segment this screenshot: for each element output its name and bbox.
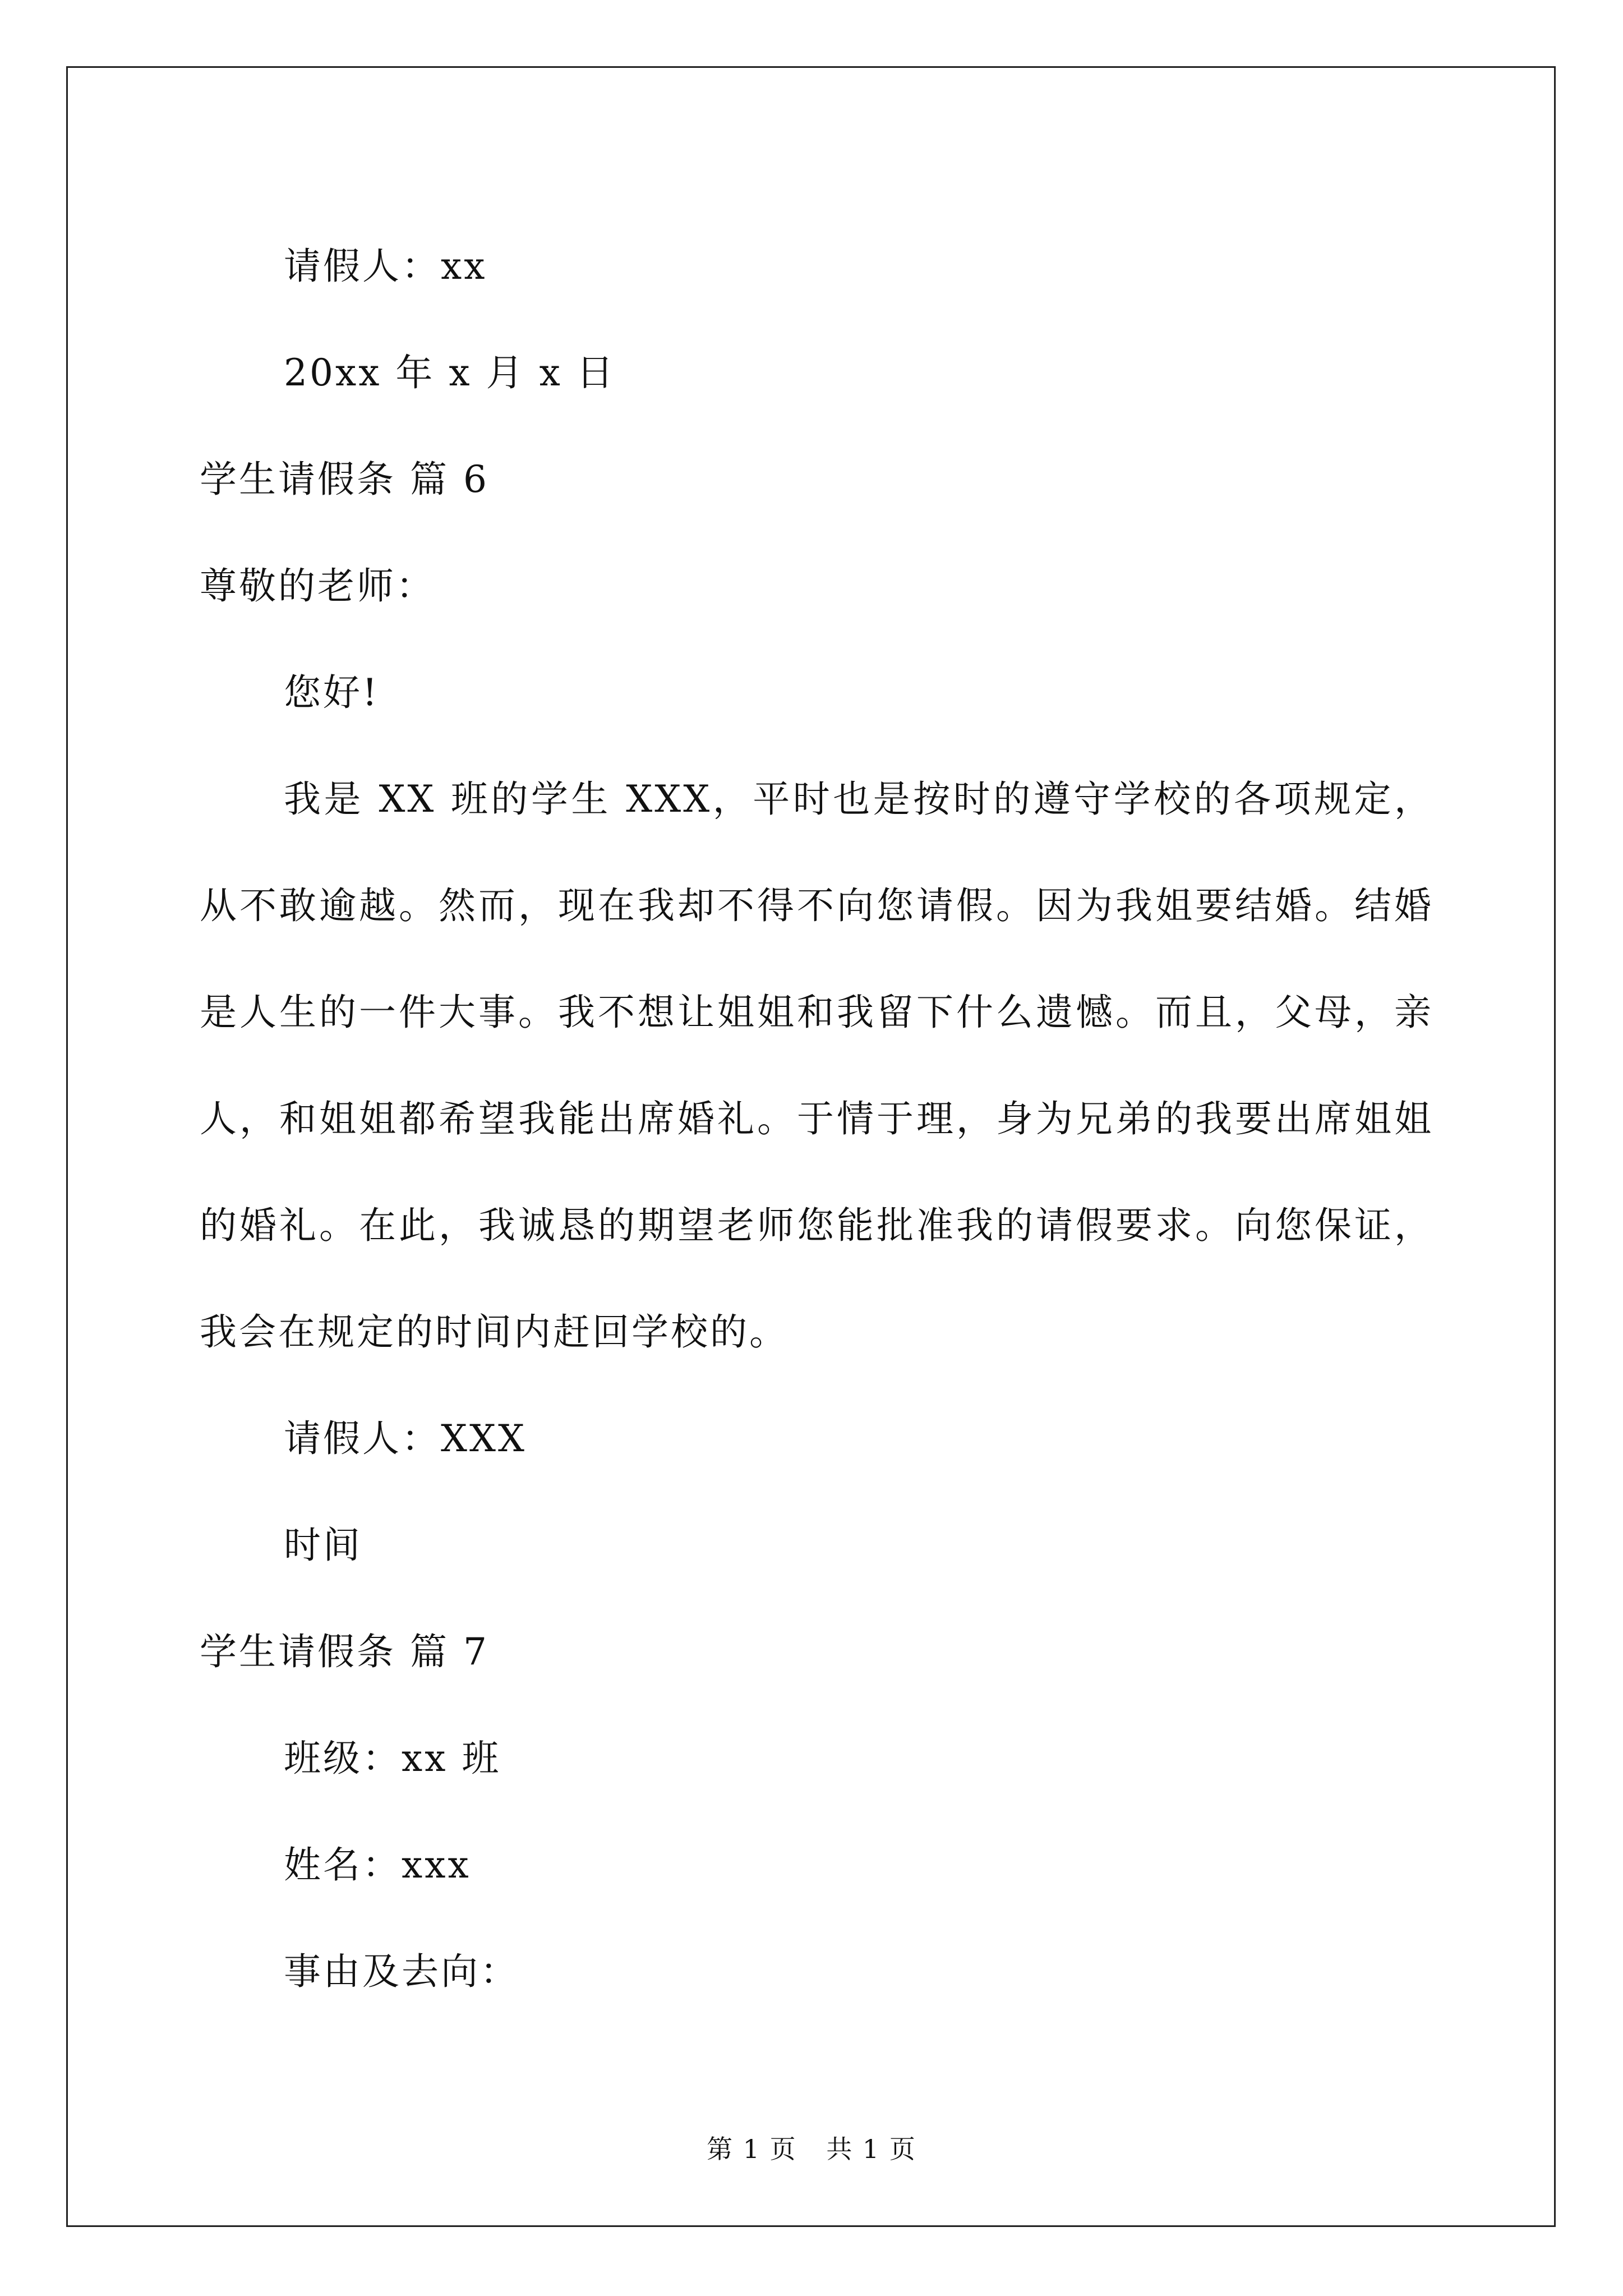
time-line: 时间	[284, 1524, 362, 1567]
reason-line: 事由及去向：	[284, 1950, 519, 1993]
salutation: 尊敬的老师：	[200, 564, 435, 608]
signature-line: 请假人：XXX	[284, 1417, 527, 1460]
page-number: 第 1 页	[707, 2134, 797, 2164]
applicant-line: 请假人：xx	[284, 245, 487, 288]
greeting: 您好!	[284, 671, 380, 714]
class-line: 班级：xx 班	[284, 1737, 501, 1780]
date-line: 20xx 年 x 月 x 日	[284, 351, 616, 394]
section-heading-7: 学生请假条 篇 7	[200, 1630, 489, 1673]
name-line: 姓名：xxx	[284, 1843, 471, 1887]
body-paragraph: 我是 XX 班的学生 XXX，平时也是按时的遵守学校的各项规定，从不敢逾越。然而，现在我却不得不向您请假。因为我姐要结婚。结婚是人生的一件大事。我不想让姐姐和我留下什么遗憾。而且，父母，亲人，和姐姐都希望我能出席婚礼。于情于理，身为兄弟的我要出席姐姐的婚礼。在此，我诚恳的期望老师您能批准我的请假要求。向您保证，我会在规定的时间内赶回学校的。	[200, 777, 1433, 1354]
page-footer	[0, 2129, 1623, 2166]
section-heading-6: 学生请假条 篇 6	[200, 458, 489, 501]
document-body	[200, 213, 1433, 2025]
page-total: 共 1 页	[826, 2134, 916, 2164]
